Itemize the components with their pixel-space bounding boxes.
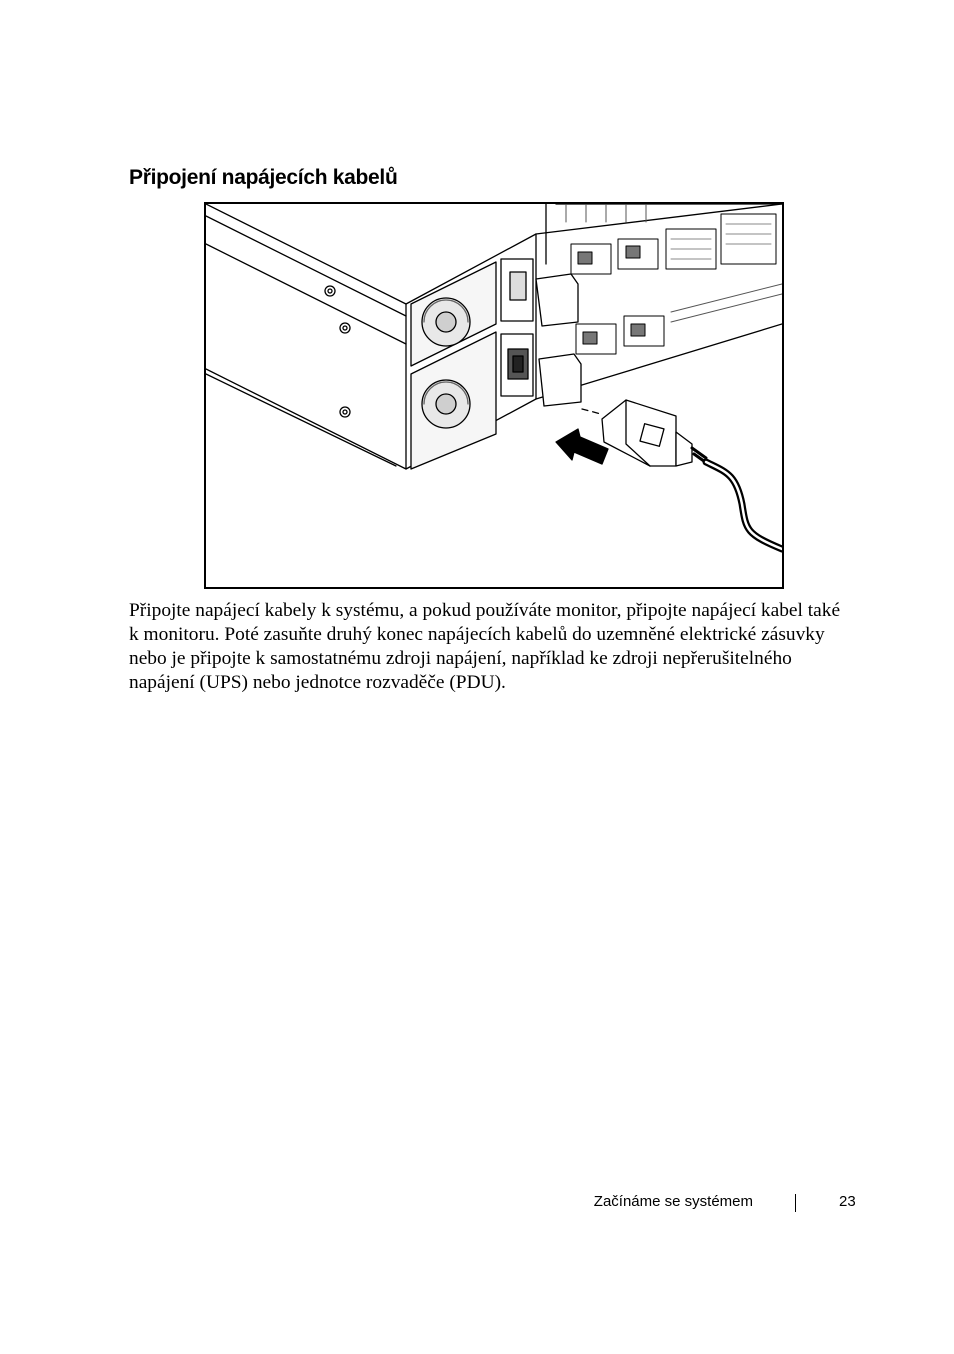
instruction-paragraph: Připojte napájecí kabely k systému, a pokud používáte monitor, připojte napájecí kabel také k monitoru. Poté zasuňte druhý konec napájecích kabelů do uzemněné elektrické zásuvky nebo je připojte k samostatnému zdroji napájení, například ke zdroji nepřerušitelného napájení (UPS) nebo jednotce rozvaděče (PDU). [129, 600, 841, 693]
page-footer [0, 1193, 954, 1215]
footer-section-name: Začínáme se systémem [593, 1193, 753, 1210]
insertion-arrow-icon [556, 429, 608, 464]
page-number: 23 [839, 1193, 856, 1210]
chassis-side-panel [206, 204, 406, 469]
retention-bracket [536, 274, 581, 406]
power-cable-illustration [204, 202, 784, 589]
insertion-guide [582, 409, 601, 414]
power-cable [706, 462, 782, 549]
power-plug [602, 400, 708, 466]
footer-divider [795, 1194, 796, 1212]
page-title: Připojení napájecích kabelů [129, 166, 398, 189]
